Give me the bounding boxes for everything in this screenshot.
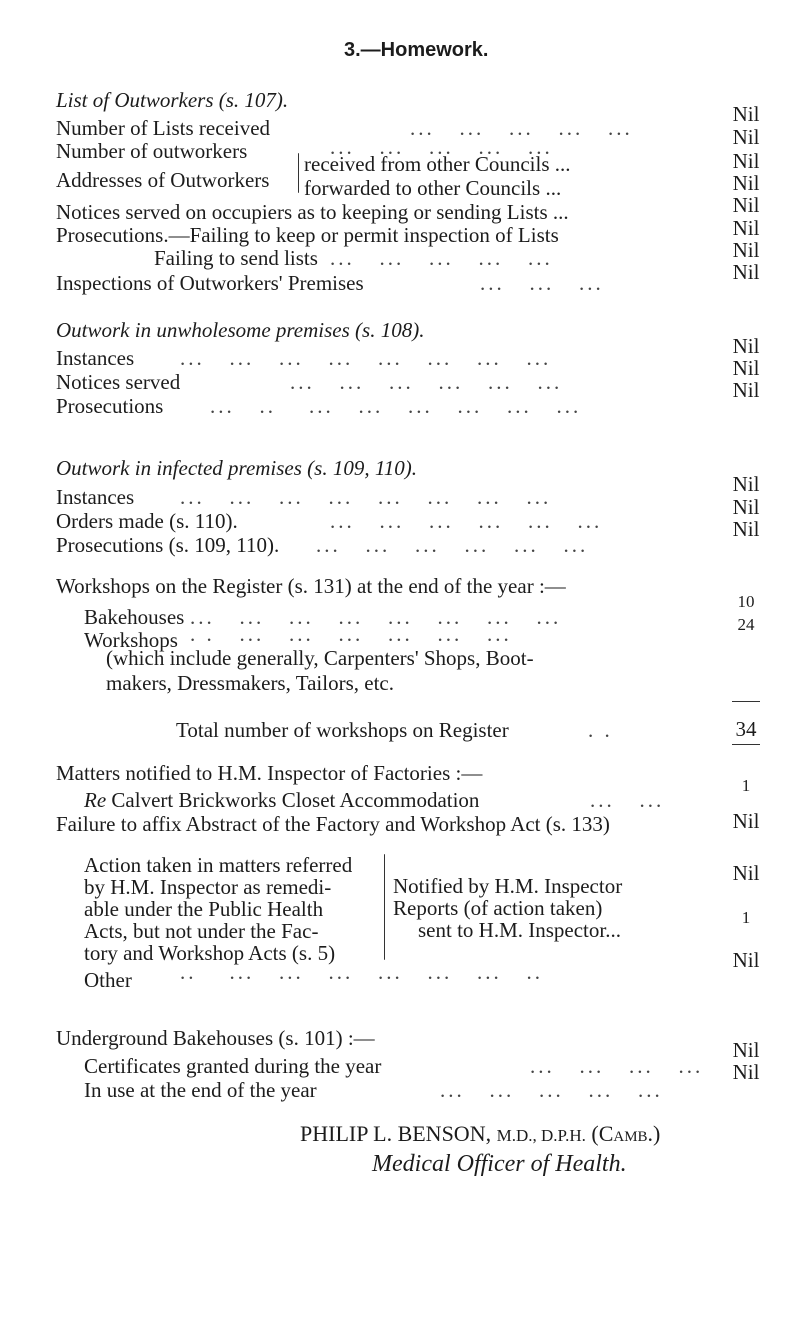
leader-dots: ... ... ... ... ...: [330, 135, 553, 159]
leader-dots: ... ... ... ... ...: [330, 246, 553, 270]
value-addr-forwarded: Nil: [732, 171, 760, 195]
leader-dots: ... ... ... ... ...: [440, 1078, 663, 1102]
value-unwholesome-notices: Nil: [732, 356, 760, 380]
action-line: able under the Public Health: [84, 897, 324, 921]
lists-received-label: Number of Lists received: [56, 116, 271, 140]
brace: [384, 854, 385, 960]
leader-dots: ... ... ... ... ...: [410, 116, 633, 140]
value-unwholesome-instances: Nil: [732, 334, 760, 358]
other-label: Other: [84, 968, 132, 992]
value-number-outworkers: Nil: [732, 125, 760, 149]
value-unwholesome-prosecutions: Nil: [732, 378, 760, 402]
total-rule-bottom: [732, 744, 760, 745]
total-rule-top: [732, 701, 760, 702]
brace: [298, 153, 299, 193]
action-line: tory and Workshop Acts (s. 5): [84, 941, 336, 965]
action-taken-text: [84, 854, 352, 964]
infected-orders-label: Orders made (s. 110).: [56, 509, 238, 533]
addresses-label: Addresses of Outworkers: [56, 168, 270, 192]
addr-received-label: received from other Councils ...: [304, 152, 571, 176]
prosecutions-keep-label: Prosecutions.—Failing to keep or permit inspection of Lists: [56, 223, 559, 247]
leader-dots: .. ... ... ... ... ... ... ..: [180, 960, 543, 984]
leader-dots: ... .. ... ... ... ... ... ...: [210, 394, 582, 418]
value-infected-instances: Nil: [732, 472, 760, 496]
calvert-text: Calvert Brickworks Closet Accommodation: [111, 788, 480, 812]
reports-line1: Reports (of action taken): [393, 896, 603, 920]
value-addr-received: Nil: [732, 149, 760, 173]
signatory-title: Medical Officer of Health.: [372, 1151, 627, 1177]
infected-heading: Outwork in infected premises (s. 109, 110).: [56, 456, 418, 480]
leader-dots: ... ... ... ... ... ...: [290, 370, 563, 394]
workshops-heading: Workshops on the Register (s. 131) at the end of the year :—: [56, 574, 566, 598]
signatory-degrees: M.D., D.P.H.: [496, 1126, 586, 1145]
leader-dots: ... ... ... ... ... ... ... ...: [190, 605, 562, 629]
inspections-label: Inspections of Outworkers' Premises: [56, 271, 364, 295]
calvert-label: [84, 790, 479, 811]
signatory-name: PHILIP L. BENSON,: [300, 1121, 492, 1146]
addr-forwarded-label: forwarded to other Councils ...: [304, 176, 562, 200]
number-outworkers-label: Number of outworkers: [56, 139, 248, 163]
unwholesome-notices-label: Notices served: [56, 370, 181, 394]
unwholesome-instances-label: Instances: [56, 346, 135, 370]
value-certificates: Nil: [732, 1038, 760, 1062]
value-in-use: Nil: [732, 1060, 760, 1084]
leader-dots: . .: [588, 718, 613, 742]
page-title: 3.—Homework.: [344, 39, 489, 61]
workshops-note-line1: (which include generally, Carpenters' Shops, Boot-: [106, 646, 534, 670]
leader-dots: ... ... ... ...: [530, 1054, 704, 1078]
leader-dots: . . ... ... ... ... ... ...: [190, 622, 512, 646]
value-calvert: 1: [741, 776, 751, 795]
action-line: Acts, but not under the Fac-: [84, 919, 319, 943]
action-line: by H.M. Inspector as remedi-: [84, 875, 332, 899]
workshops-note-line2: makers, Dressmakers, Tailors, etc.: [106, 671, 394, 695]
value-infected-orders: Nil: [732, 495, 760, 519]
value-total-workshops: 34: [735, 717, 757, 741]
signature-line: [300, 1123, 660, 1145]
value-abstract: Nil: [732, 809, 760, 833]
infected-prosecutions-label: Prosecutions (s. 109, 110).: [56, 533, 280, 557]
leader-dots: ... ... ...: [480, 271, 604, 295]
underground-heading: Underground Bakehouses (s. 101) :—: [56, 1026, 375, 1050]
value-lists-received: Nil: [732, 102, 760, 126]
signatory-college: (Camb.): [591, 1121, 661, 1146]
prosecutions-send-label: Failing to send lists: [154, 246, 318, 270]
value-workshops: 24: [737, 615, 755, 634]
value-prosecutions-send: Nil: [732, 238, 760, 262]
leader-dots: ... ... ... ... ... ... ... ...: [180, 346, 552, 370]
re-label: Re: [84, 788, 107, 812]
total-workshops-label: Total number of workshops on Register: [176, 718, 509, 742]
bakehouses-label: Bakehouses: [84, 605, 185, 629]
leader-dots: ... ... ... ... ... ...: [316, 533, 589, 557]
value-infected-prosecutions: Nil: [732, 517, 760, 541]
unwholesome-prosecutions-label: Prosecutions: [56, 394, 164, 418]
value-other: Nil: [732, 948, 760, 972]
value-notices: Nil: [732, 193, 760, 217]
workshops-label: Workshops: [84, 628, 178, 652]
leader-dots: ... ... ... ... ... ... ... ...: [180, 485, 552, 509]
leader-dots: ... ... ... ... ... ...: [330, 509, 603, 533]
unwholesome-heading: Outwork in unwholesome premises (s. 108).: [56, 318, 425, 342]
outworkers-heading: List of Outworkers (s. 107).: [56, 88, 289, 112]
certificates-label: Certificates granted during the year: [84, 1054, 382, 1078]
value-inspections: Nil: [732, 260, 760, 284]
value-prosecutions-keep: Nil: [732, 216, 760, 240]
matters-heading: Matters notified to H.M. Inspector of Factories :—: [56, 761, 483, 785]
action-line: Action taken in matters referred: [84, 853, 353, 877]
value-reports: 1: [741, 908, 751, 927]
abstract-label: Failure to affix Abstract of the Factory and Workshop Act (s. 133): [56, 812, 610, 836]
value-notified: Nil: [732, 861, 760, 885]
infected-instances-label: Instances: [56, 485, 135, 509]
leader-dots: ... ...: [590, 788, 665, 812]
value-bakehouses: 10: [737, 592, 755, 611]
reports-line2: sent to H.M. Inspector...: [418, 918, 621, 942]
notified-label: Notified by H.M. Inspector: [393, 874, 623, 898]
in-use-label: In use at the end of the year: [84, 1078, 317, 1102]
notices-label: Notices served on occupiers as to keeping or sending Lists ...: [56, 200, 569, 224]
